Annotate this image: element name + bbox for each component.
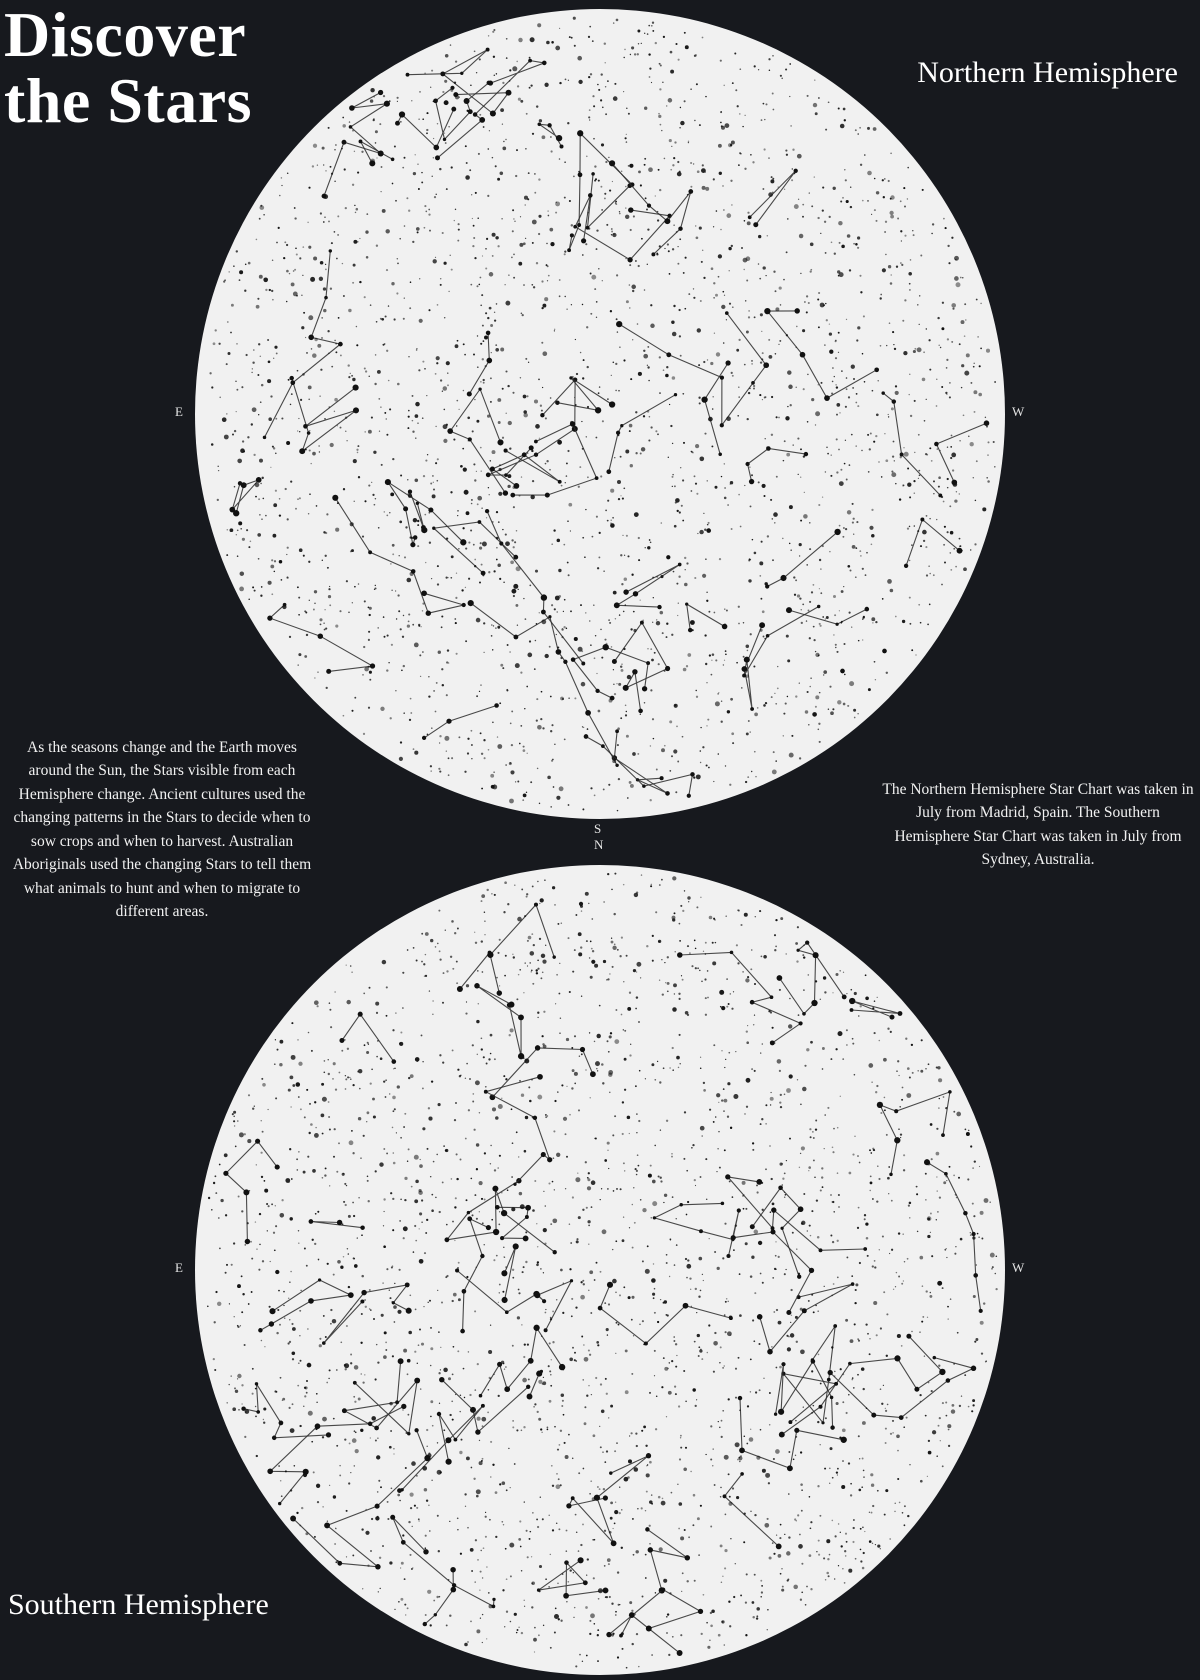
northern-sky-disc (195, 9, 1005, 819)
southern-hemisphere-label: Southern Hemisphere (8, 1588, 269, 1621)
title-line-2: the Stars (4, 65, 253, 136)
northern-star-chart-svg (190, 4, 1010, 824)
title-line-1: Discover (4, 0, 247, 70)
southern-compass-west: W (1012, 1260, 1025, 1275)
southern-compass-east: E (175, 1260, 183, 1275)
northern-compass-east: E (175, 404, 183, 419)
chart-location-note: The Northern Hemisphere Star Chart was taken in July from Madrid, Spain. The Southern Hemisphere Star Chart was taken in July from Sydney, Australia. (882, 780, 1194, 868)
seasons-description: As the seasons change and the Earth moves around the Sun, the Stars visible from each Hemisphere change. Ancient cultures used the changing patterns in the Stars to decide when to sow crops and when to harvest. Australian Aboriginals used the changing Stars to tell them what animals to hunt and when to migrate to different areas. (12, 738, 312, 920)
northern-star-chart (190, 4, 1010, 824)
northern-hemisphere-label: Northern Hemisphere (917, 56, 1178, 89)
southern-compass-north: N (594, 837, 604, 852)
southern-star-chart-svg (190, 860, 1010, 1680)
northern-compass-south: S (594, 821, 602, 836)
northern-compass-west: W (1012, 404, 1025, 419)
southern-sky-disc (195, 865, 1005, 1675)
southern-star-chart (190, 860, 1010, 1680)
